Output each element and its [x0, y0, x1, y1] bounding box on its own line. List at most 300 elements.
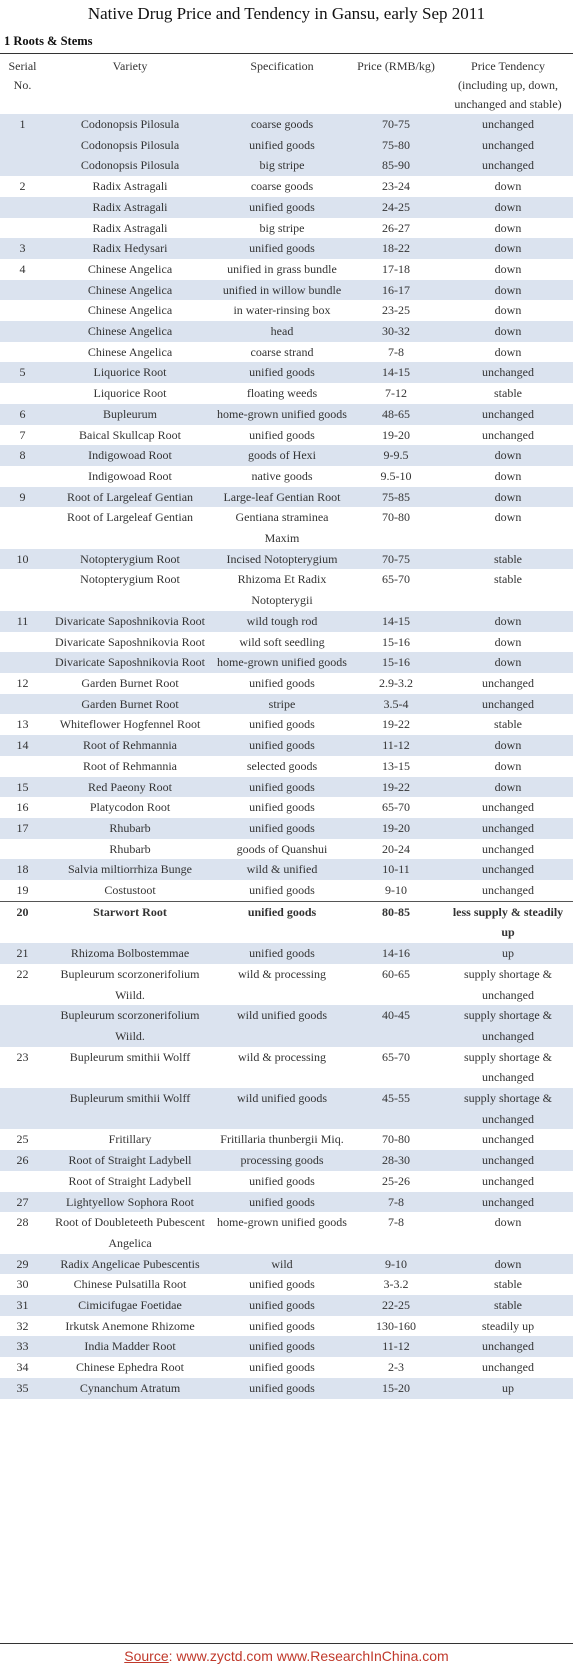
serial-cell	[0, 135, 45, 156]
serial-cell	[0, 197, 45, 218]
price-cell: 14-15	[349, 611, 443, 632]
price-cell: 70-75	[349, 549, 443, 570]
price-cell: 80-85	[349, 901, 443, 943]
specification-cell: selected goods	[215, 756, 349, 777]
tendency-cell: down	[443, 777, 573, 798]
specification-cell: stripe	[215, 694, 349, 715]
table-row	[0, 964, 573, 1005]
specification-cell: home-grown unified goods	[215, 404, 349, 425]
serial-cell	[0, 321, 45, 342]
tendency-cell: stable	[443, 569, 573, 610]
tendency-cell: unchanged	[443, 1171, 573, 1192]
variety-cell: Costustoot	[45, 880, 215, 901]
price-cell: 45-55	[349, 1088, 443, 1129]
tendency-cell: unchanged	[443, 673, 573, 694]
serial-cell: 31	[0, 1295, 45, 1316]
table-top-rule	[0, 53, 573, 54]
table-row	[0, 1336, 573, 1357]
specification-cell: floating weeds	[215, 383, 349, 404]
specification-cell: home-grown unified goods	[215, 652, 349, 673]
tendency-cell: down	[443, 487, 573, 508]
table-header-row	[0, 56, 573, 114]
price-cell: 70-80	[349, 1129, 443, 1150]
serial-cell	[0, 1005, 45, 1046]
table-row	[0, 694, 573, 715]
serial-cell: 16	[0, 797, 45, 818]
serial-cell: 20	[0, 901, 45, 943]
variety-cell: Chinese Angelica	[45, 321, 215, 342]
serial-cell	[0, 839, 45, 860]
specification-cell: coarse strand	[215, 342, 349, 363]
price-cell: 15-16	[349, 652, 443, 673]
table-row	[0, 218, 573, 239]
table-row	[0, 445, 573, 466]
price-cell: 9-9.5	[349, 445, 443, 466]
variety-cell: Liquorice Root	[45, 383, 215, 404]
specification-cell: unified goods	[215, 818, 349, 839]
tendency-cell: down	[443, 1254, 573, 1275]
variety-cell: Radix Astragali	[45, 197, 215, 218]
tendency-cell: unchanged	[443, 1336, 573, 1357]
variety-cell: Garden Burnet Root	[45, 673, 215, 694]
serial-cell: 22	[0, 964, 45, 1005]
serial-cell	[0, 300, 45, 321]
specification-cell: unified goods	[215, 735, 349, 756]
serial-cell	[0, 756, 45, 777]
price-cell: 7-8	[349, 1212, 443, 1253]
serial-cell	[0, 507, 45, 548]
tendency-cell: down	[443, 300, 573, 321]
tendency-cell: stable	[443, 1295, 573, 1316]
table-row	[0, 777, 573, 798]
tendency-cell: down	[443, 342, 573, 363]
price-cell: 70-75	[349, 114, 443, 135]
price-cell: 3.5-4	[349, 694, 443, 715]
price-cell: 60-65	[349, 964, 443, 1005]
specification-cell: unified goods	[215, 1171, 349, 1192]
specification-cell: unified in willow bundle	[215, 280, 349, 301]
tendency-cell: unchanged	[443, 694, 573, 715]
table-row	[0, 1129, 573, 1150]
tendency-cell: down	[443, 280, 573, 301]
tendency-cell: unchanged	[443, 880, 573, 901]
tendency-cell: down	[443, 259, 573, 280]
variety-cell: Codonopsis Pilosula	[45, 155, 215, 176]
serial-cell: 32	[0, 1316, 45, 1337]
tendency-cell: down	[443, 218, 573, 239]
tendency-cell: down	[443, 756, 573, 777]
table-row	[0, 280, 573, 301]
tendency-cell: unchanged	[443, 114, 573, 135]
serial-cell: 9	[0, 487, 45, 508]
variety-cell: Cimicifugae Foetidae	[45, 1295, 215, 1316]
tendency-cell: supply shortage & unchanged	[443, 964, 573, 1005]
price-cell: 7-8	[349, 342, 443, 363]
table-row	[0, 1378, 573, 1399]
price-cell: 7-8	[349, 1192, 443, 1213]
price-cell: 26-27	[349, 218, 443, 239]
tendency-cell: unchanged	[443, 1357, 573, 1378]
price-cell: 75-80	[349, 135, 443, 156]
table-row	[0, 652, 573, 673]
specification-cell: coarse goods	[215, 176, 349, 197]
table-row	[0, 114, 573, 135]
specification-cell: unified goods	[215, 901, 349, 943]
serial-cell: 35	[0, 1378, 45, 1399]
specification-cell: wild soft seedling	[215, 632, 349, 653]
price-cell: 48-65	[349, 404, 443, 425]
specification-cell: unified goods	[215, 797, 349, 818]
serial-cell: 2	[0, 176, 45, 197]
specification-cell: unified goods	[215, 135, 349, 156]
tendency-cell: unchanged	[443, 1192, 573, 1213]
table-row	[0, 135, 573, 156]
specification-cell: wild & processing	[215, 1047, 349, 1088]
tendency-cell: up	[443, 1378, 573, 1399]
serial-cell: 28	[0, 1212, 45, 1253]
tendency-cell: down	[443, 176, 573, 197]
variety-cell: Divaricate Saposhnikovia Root	[45, 632, 215, 653]
specification-cell: home-grown unified goods	[215, 1212, 349, 1253]
specification-cell: head	[215, 321, 349, 342]
price-cell: 7-12	[349, 383, 443, 404]
tendency-cell: steadily up	[443, 1316, 573, 1337]
table-row	[0, 549, 573, 570]
serial-cell: 29	[0, 1254, 45, 1275]
tendency-cell: less supply & steadily up	[443, 901, 573, 943]
price-cell: 130-160	[349, 1316, 443, 1337]
serial-cell: 10	[0, 549, 45, 570]
variety-cell: India Madder Root	[45, 1336, 215, 1357]
price-cell: 40-45	[349, 1005, 443, 1046]
table-row	[0, 300, 573, 321]
tendency-cell: unchanged	[443, 1150, 573, 1171]
table-row	[0, 404, 573, 425]
table-row	[0, 1295, 573, 1316]
specification-cell: unified goods	[215, 425, 349, 446]
price-cell: 14-15	[349, 362, 443, 383]
serial-cell: 25	[0, 1129, 45, 1150]
specification-cell: unified goods	[215, 1295, 349, 1316]
source-line	[0, 1648, 573, 1664]
variety-cell: Chinese Pulsatilla Root	[45, 1274, 215, 1295]
variety-cell: Liquorice Root	[45, 362, 215, 383]
price-cell: 19-20	[349, 425, 443, 446]
tendency-cell: unchanged	[443, 155, 573, 176]
table-row	[0, 321, 573, 342]
serial-cell	[0, 652, 45, 673]
variety-cell: Garden Burnet Root	[45, 694, 215, 715]
header-variety: Variety	[112, 59, 148, 73]
table-row	[0, 487, 573, 508]
variety-cell: Indigowoad Root	[45, 466, 215, 487]
table-row	[0, 859, 573, 880]
variety-cell: Salvia miltiorrhiza Bunge	[45, 859, 215, 880]
table-row	[0, 176, 573, 197]
variety-cell: Bupleurum scorzonerifolium Wiild.	[45, 964, 215, 1005]
specification-cell: wild	[215, 1254, 349, 1275]
price-cell: 23-24	[349, 176, 443, 197]
serial-cell: 26	[0, 1150, 45, 1171]
tendency-cell: down	[443, 445, 573, 466]
variety-cell: Root of Rehmannia	[45, 756, 215, 777]
tendency-cell: unchanged	[443, 818, 573, 839]
page-title: Native Drug Price and Tendency in Gansu, early Sep 2011	[87, 4, 486, 23]
table-row	[0, 632, 573, 653]
table-row	[0, 901, 573, 943]
serial-cell: 4	[0, 259, 45, 280]
table-row	[0, 238, 573, 259]
serial-cell: 12	[0, 673, 45, 694]
variety-cell: Bupleurum scorzonerifolium Wiild.	[45, 1005, 215, 1046]
variety-cell: Cynanchum Atratum	[45, 1378, 215, 1399]
specification-cell: in water-rinsing box	[215, 300, 349, 321]
specification-cell: native goods	[215, 466, 349, 487]
price-cell: 10-11	[349, 859, 443, 880]
table-row	[0, 839, 573, 860]
specification-cell: wild tough rod	[215, 611, 349, 632]
serial-cell	[0, 694, 45, 715]
variety-cell: Chinese Ephedra Root	[45, 1357, 215, 1378]
tendency-cell: supply shortage & unchanged	[443, 1088, 573, 1129]
tendency-cell: unchanged	[443, 362, 573, 383]
price-cell: 15-20	[349, 1378, 443, 1399]
variety-cell: Platycodon Root	[45, 797, 215, 818]
specification-cell: unified goods	[215, 1378, 349, 1399]
variety-cell: Starwort Root	[45, 901, 215, 943]
tendency-cell: down	[443, 238, 573, 259]
specification-cell: coarse goods	[215, 114, 349, 135]
tendency-cell: down	[443, 632, 573, 653]
specification-cell: unified in grass bundle	[215, 259, 349, 280]
specification-cell: unified goods	[215, 1192, 349, 1213]
price-cell: 65-70	[349, 1047, 443, 1088]
table-row	[0, 1254, 573, 1275]
variety-cell: Irkutsk Anemone Rhizome	[45, 1316, 215, 1337]
price-cell: 11-12	[349, 735, 443, 756]
tendency-cell: down	[443, 321, 573, 342]
tendency-cell: up	[443, 943, 573, 964]
source-label: Source	[124, 1648, 169, 1664]
price-cell: 3-3.2	[349, 1274, 443, 1295]
table-row	[0, 1274, 573, 1295]
section-title: 1 Roots & Stems	[4, 34, 93, 48]
price-cell: 23-25	[349, 300, 443, 321]
table-row	[0, 466, 573, 487]
tendency-cell: unchanged	[443, 404, 573, 425]
serial-cell	[0, 466, 45, 487]
tendency-cell: unchanged	[443, 425, 573, 446]
variety-cell: Rhizoma Bolbostemmae	[45, 943, 215, 964]
table-body	[0, 114, 573, 1399]
serial-cell: 15	[0, 777, 45, 798]
table-row	[0, 342, 573, 363]
specification-cell: unified goods	[215, 1316, 349, 1337]
price-cell: 19-20	[349, 818, 443, 839]
header-serial: Serial No.	[8, 59, 37, 92]
specification-cell: unified goods	[215, 943, 349, 964]
variety-cell: Chinese Angelica	[45, 259, 215, 280]
variety-cell: Radix Astragali	[45, 176, 215, 197]
variety-cell: Root of Straight Ladybell	[45, 1171, 215, 1192]
serial-cell: 17	[0, 818, 45, 839]
price-cell: 15-16	[349, 632, 443, 653]
specification-cell: processing goods	[215, 1150, 349, 1171]
specification-cell: unified goods	[215, 1357, 349, 1378]
variety-cell: Chinese Angelica	[45, 300, 215, 321]
table-bottom-rule	[0, 1643, 573, 1644]
specification-cell: Large-leaf Gentian Root	[215, 487, 349, 508]
variety-cell: Radix Angelicae Pubescentis	[45, 1254, 215, 1275]
table-row	[0, 362, 573, 383]
tendency-cell: stable	[443, 714, 573, 735]
variety-cell: Notopterygium Root	[45, 549, 215, 570]
price-cell: 19-22	[349, 777, 443, 798]
table-row	[0, 943, 573, 964]
variety-cell: Chinese Angelica	[45, 280, 215, 301]
price-cell: 65-70	[349, 569, 443, 610]
serial-cell	[0, 1171, 45, 1192]
tendency-cell: down	[443, 611, 573, 632]
price-cell: 28-30	[349, 1150, 443, 1171]
table-row	[0, 259, 573, 280]
serial-cell: 21	[0, 943, 45, 964]
serial-cell: 33	[0, 1336, 45, 1357]
variety-cell: Codonopsis Pilosula	[45, 135, 215, 156]
source-text: : www.zyctd.com www.ResearchInChina.com	[168, 1648, 449, 1664]
serial-cell: 3	[0, 238, 45, 259]
table-row	[0, 1192, 573, 1213]
price-cell: 16-17	[349, 280, 443, 301]
variety-cell: Divaricate Saposhnikovia Root	[45, 652, 215, 673]
price-cell: 9.5-10	[349, 466, 443, 487]
price-cell: 22-25	[349, 1295, 443, 1316]
specification-cell: unified goods	[215, 197, 349, 218]
variety-cell: Root of Largeleaf Gentian	[45, 507, 215, 548]
specification-cell: goods of Quanshui	[215, 839, 349, 860]
tendency-cell: stable	[443, 549, 573, 570]
variety-cell: Root of Doubleteeth Pubescent Angelica	[45, 1212, 215, 1253]
variety-cell: Red Paeony Root	[45, 777, 215, 798]
variety-cell: Baical Skullcap Root	[45, 425, 215, 446]
price-cell: 2.9-3.2	[349, 673, 443, 694]
serial-cell	[0, 280, 45, 301]
price-cell: 25-26	[349, 1171, 443, 1192]
specification-cell: unified goods	[215, 362, 349, 383]
table-row	[0, 756, 573, 777]
variety-cell: Root of Rehmannia	[45, 735, 215, 756]
table-row	[0, 1212, 573, 1253]
specification-cell: big stripe	[215, 218, 349, 239]
tendency-cell: supply shortage & unchanged	[443, 1005, 573, 1046]
specification-cell: wild unified goods	[215, 1005, 349, 1046]
table-row	[0, 569, 573, 610]
variety-cell: Radix Hedysari	[45, 238, 215, 259]
specification-cell: unified goods	[215, 880, 349, 901]
table-row	[0, 155, 573, 176]
price-cell: 14-16	[349, 943, 443, 964]
specification-cell: unified goods	[215, 238, 349, 259]
specification-cell: goods of Hexi	[215, 445, 349, 466]
variety-cell: Radix Astragali	[45, 218, 215, 239]
price-cell: 9-10	[349, 880, 443, 901]
price-cell: 2-3	[349, 1357, 443, 1378]
table-row	[0, 1005, 573, 1046]
price-cell: 11-12	[349, 1336, 443, 1357]
specification-cell: wild & unified	[215, 859, 349, 880]
serial-cell: 8	[0, 445, 45, 466]
price-cell: 18-22	[349, 238, 443, 259]
specification-cell: unified goods	[215, 714, 349, 735]
price-cell: 19-22	[349, 714, 443, 735]
serial-cell: 30	[0, 1274, 45, 1295]
table-row	[0, 1357, 573, 1378]
specification-cell: unified goods	[215, 1274, 349, 1295]
tendency-cell: down	[443, 197, 573, 218]
specification-cell: unified goods	[215, 1336, 349, 1357]
table-row	[0, 1150, 573, 1171]
variety-cell: Notopterygium Root	[45, 569, 215, 610]
variety-cell: Chinese Angelica	[45, 342, 215, 363]
tendency-cell: down	[443, 466, 573, 487]
variety-cell: Indigowoad Root	[45, 445, 215, 466]
variety-cell: Rhubarb	[45, 818, 215, 839]
table-row	[0, 818, 573, 839]
table-row	[0, 673, 573, 694]
tendency-cell: down	[443, 507, 573, 548]
variety-cell: Fritillary	[45, 1129, 215, 1150]
header-specification: Specification	[250, 59, 314, 73]
variety-cell: Codonopsis Pilosula	[45, 114, 215, 135]
header-price: Price (RMB/kg)	[357, 59, 435, 73]
specification-cell: big stripe	[215, 155, 349, 176]
table-row	[0, 797, 573, 818]
table-row	[0, 1047, 573, 1088]
table-row	[0, 714, 573, 735]
specification-cell: unified goods	[215, 673, 349, 694]
tendency-cell: stable	[443, 383, 573, 404]
serial-cell	[0, 569, 45, 610]
specification-cell: Rhizoma Et Radix Notopterygii	[215, 569, 349, 610]
price-cell: 70-80	[349, 507, 443, 548]
variety-cell: Rhubarb	[45, 839, 215, 860]
serial-cell: 11	[0, 611, 45, 632]
table-row	[0, 880, 573, 901]
serial-cell	[0, 383, 45, 404]
table-row	[0, 735, 573, 756]
tendency-cell: unchanged	[443, 839, 573, 860]
price-cell: 85-90	[349, 155, 443, 176]
serial-cell: 14	[0, 735, 45, 756]
serial-cell: 1	[0, 114, 45, 135]
tendency-cell: down	[443, 652, 573, 673]
variety-cell: Whiteflower Hogfennel Root	[45, 714, 215, 735]
serial-cell: 19	[0, 880, 45, 901]
tendency-cell: down	[443, 735, 573, 756]
serial-cell: 18	[0, 859, 45, 880]
price-cell: 20-24	[349, 839, 443, 860]
variety-cell: Bupleurum	[45, 404, 215, 425]
specification-cell: wild unified goods	[215, 1088, 349, 1129]
variety-cell: Bupleurum smithii Wolff	[45, 1088, 215, 1129]
variety-cell: Lightyellow Sophora Root	[45, 1192, 215, 1213]
price-cell: 17-18	[349, 259, 443, 280]
serial-cell	[0, 632, 45, 653]
table-row	[0, 197, 573, 218]
tendency-cell: supply shortage & unchanged	[443, 1047, 573, 1088]
specification-cell: wild & processing	[215, 964, 349, 1005]
tendency-cell: unchanged	[443, 135, 573, 156]
